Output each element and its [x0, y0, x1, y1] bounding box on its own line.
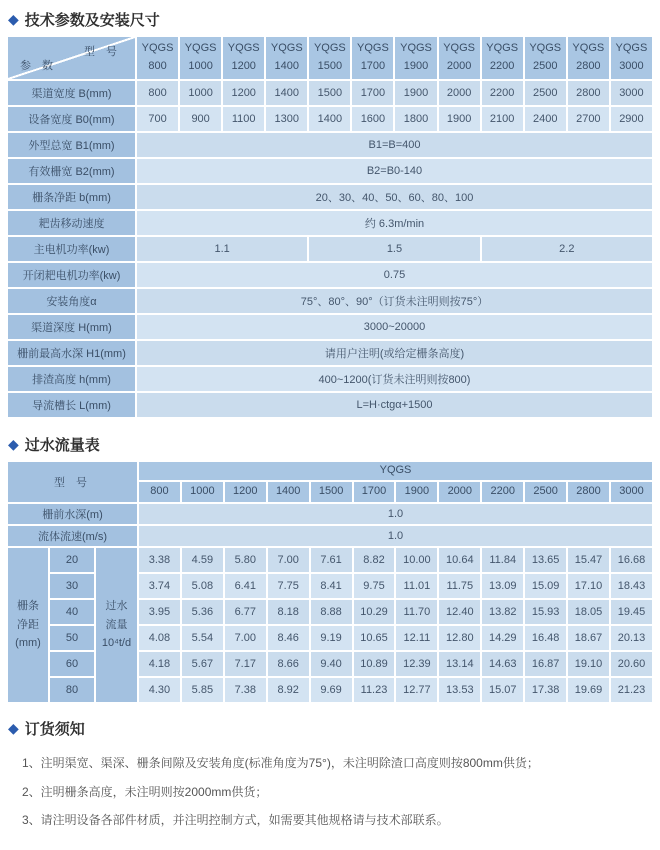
param-value-cell: 2800 [568, 81, 609, 105]
param-value-cell: 1700 [352, 81, 393, 105]
model-header-cell: YQGS 1700 [352, 37, 393, 79]
diamond-bullet-icon: ◆ [8, 11, 19, 27]
flow-value-cell: 10.29 [354, 600, 395, 624]
bar-spacing-value-cell: 80 [50, 678, 94, 702]
model-size-header-cell: 800 [139, 482, 180, 502]
flow-value-cell: 12.77 [396, 678, 437, 702]
corner-cell [8, 37, 135, 79]
param-value-cell: 800 [137, 81, 178, 105]
model-header-cell: YQGS 800 [137, 37, 178, 79]
param-span-cell: 75°、80°、90°（订货未注明则按75°） [137, 289, 652, 313]
model-header-cell: YQGS 2200 [482, 37, 523, 79]
tech-params-section-title [0, 0, 660, 35]
flow-value-cell: 21.23 [611, 678, 652, 702]
flow-value-cell: 20.13 [611, 626, 652, 650]
param-span-cell: B2=B0-140 [137, 159, 652, 183]
flow-value-cell: 8.41 [311, 574, 352, 598]
param-value-cell: 700 [137, 107, 178, 131]
flow-value-cell: 5.67 [182, 652, 223, 676]
flow-volume-unit-label: 过水 流量 10⁴t/d [96, 548, 137, 702]
param-row-label: 导流槽长 L(mm) [8, 393, 135, 417]
flow-value-cell: 9.69 [311, 678, 352, 702]
param-value-cell: 2900 [611, 107, 652, 131]
flow-value-cell: 11.23 [354, 678, 395, 702]
flow-value-cell: 12.40 [439, 600, 480, 624]
flow-value-cell: 16.87 [525, 652, 566, 676]
flow-value-cell: 7.00 [225, 626, 266, 650]
flow-value-cell: 13.82 [482, 600, 523, 624]
flow-value-cell: 10.65 [354, 626, 395, 650]
flow-value-cell: 8.66 [268, 652, 309, 676]
param-value-cell: 2.2 [482, 237, 652, 261]
model-size-header-cell: 1200 [225, 482, 266, 502]
param-span-cell: 请用户注明(或给定栅条高度) [137, 341, 652, 365]
param-value-cell: 1900 [395, 81, 436, 105]
flow-table-title-text: 过水流量表 [24, 437, 100, 454]
param-row-label: 排渣高度 h(mm) [8, 367, 135, 391]
order-notes-title-text: 订货须知 [24, 721, 85, 738]
flow-value-cell: 15.09 [525, 574, 566, 598]
flow-value-cell: 16.68 [611, 548, 652, 572]
model-size-header-cell: 1900 [396, 482, 437, 502]
flow-value-cell: 8.82 [354, 548, 395, 572]
flow-value-cell: 4.18 [139, 652, 180, 676]
flow-value-cell: 19.45 [611, 600, 652, 624]
order-note-line: 2、注明栅条高度，未注明则按2000mm供货； [22, 784, 268, 799]
flow-value-cell: 8.46 [268, 626, 309, 650]
flow-value-cell: 5.08 [182, 574, 223, 598]
flow-value-cell: 3.38 [139, 548, 180, 572]
param-value-cell: 2500 [525, 81, 566, 105]
flow-value-cell: 4.59 [182, 548, 223, 572]
flow-value-cell: 14.63 [482, 652, 523, 676]
param-value-cell: 1100 [223, 107, 264, 131]
param-value-cell: 1300 [266, 107, 307, 131]
flow-value-cell: 12.39 [396, 652, 437, 676]
flow-value-cell: 3.95 [139, 600, 180, 624]
param-row-label: 开闭耙电机功率(kw) [8, 263, 135, 287]
param-value-cell: 3000 [611, 81, 652, 105]
flow-value-cell: 16.48 [525, 626, 566, 650]
flow-value-cell: 9.19 [311, 626, 352, 650]
param-value-cell: 2000 [439, 81, 480, 105]
param-value-cell: 1800 [395, 107, 436, 131]
bar-spacing-value-cell: 60 [50, 652, 94, 676]
param-span-cell: 0.75 [137, 263, 652, 287]
flow-value-cell: 18.05 [568, 600, 609, 624]
flow-value-cell: 18.43 [611, 574, 652, 598]
flow-value-cell: 6.41 [225, 574, 266, 598]
param-row-label: 安装角度α [8, 289, 135, 313]
param-value-cell: 2200 [482, 81, 523, 105]
flow-value-cell: 15.93 [525, 600, 566, 624]
model-header-cell: YQGS 1400 [266, 37, 307, 79]
flow-value-cell: 13.53 [439, 678, 480, 702]
param-span-cell: 约 6.3m/min [137, 211, 652, 235]
flow-value-cell: 8.18 [268, 600, 309, 624]
param-value-cell: 1.5 [309, 237, 479, 261]
model-size-header-cell: 1700 [354, 482, 395, 502]
flow-value-cell: 8.92 [268, 678, 309, 702]
flow-value-cell: 17.10 [568, 574, 609, 598]
flow-param-value: 1.0 [139, 526, 652, 546]
flow-value-cell: 7.00 [268, 548, 309, 572]
param-value-cell: 1000 [180, 81, 221, 105]
model-header-cell: YQGS 2800 [568, 37, 609, 79]
flow-value-cell: 13.65 [525, 548, 566, 572]
tech-params-title-text: 技术参数及安装尺寸 [24, 12, 160, 29]
param-row-label: 主电机功率(kw) [8, 237, 135, 261]
flow-value-cell: 6.77 [225, 600, 266, 624]
flow-table-section-title [0, 419, 660, 460]
flow-value-cell: 15.07 [482, 678, 523, 702]
model-size-header-cell: 2800 [568, 482, 609, 502]
flow-rate-table [6, 460, 654, 704]
model-header-cell: YQGS 1200 [223, 37, 264, 79]
order-notes-section-title [0, 704, 660, 744]
flow-value-cell: 11.70 [396, 600, 437, 624]
param-span-cell: 400~1200(订货未注明则按800) [137, 367, 652, 391]
flow-value-cell: 7.17 [225, 652, 266, 676]
corner-model-label: 型 号 [83, 46, 121, 58]
flow-value-cell: 9.40 [311, 652, 352, 676]
model-group-header: YQGS [139, 462, 652, 480]
param-row-label: 有效栅宽 B2(mm) [8, 159, 135, 183]
bar-spacing-value-cell: 40 [50, 600, 94, 624]
flow-value-cell: 4.08 [139, 626, 180, 650]
flow-value-cell: 4.30 [139, 678, 180, 702]
param-value-cell: 2400 [525, 107, 566, 131]
flow-param-label: 流体流速(m/s) [8, 526, 137, 546]
param-row-label: 外型总宽 B1(mm) [8, 133, 135, 157]
param-row-label: 设备宽度 B0(mm) [8, 107, 135, 131]
flow-value-cell: 15.47 [568, 548, 609, 572]
order-notes-list [22, 756, 660, 829]
flow-value-cell: 7.61 [311, 548, 352, 572]
tech-params-table [6, 35, 654, 419]
param-value-cell: 1900 [439, 107, 480, 131]
flow-value-cell: 11.01 [396, 574, 437, 598]
flow-value-cell: 9.75 [354, 574, 395, 598]
param-span-cell: B1=B=400 [137, 133, 652, 157]
flow-param-value: 1.0 [139, 504, 652, 524]
param-value-cell: 1200 [223, 81, 264, 105]
param-span-cell: 3000~20000 [137, 315, 652, 339]
flow-value-cell: 3.74 [139, 574, 180, 598]
param-value-cell: 1400 [309, 107, 350, 131]
bar-spacing-value-cell: 50 [50, 626, 94, 650]
param-value-cell: 2100 [482, 107, 523, 131]
param-row-label: 栅条净距 b(mm) [8, 185, 135, 209]
param-row-label: 耙齿移动速度 [8, 211, 135, 235]
model-header-cell: YQGS 2000 [439, 37, 480, 79]
param-row-label: 栅前最高水深 H1(mm) [8, 341, 135, 365]
flow-value-cell: 5.80 [225, 548, 266, 572]
flow-value-cell: 5.36 [182, 600, 223, 624]
order-note-line: 3、请注明设备各部件材质，并注明控制方式，如需要其他规格请与技术部联系。 [22, 813, 449, 828]
model-header-cell: YQGS 1000 [180, 37, 221, 79]
model-size-header-cell: 2200 [482, 482, 523, 502]
flow-value-cell: 11.75 [439, 574, 480, 598]
flow-value-cell: 11.84 [482, 548, 523, 572]
model-header-cell: YQGS 1500 [309, 37, 350, 79]
diamond-bullet-icon: ◆ [8, 436, 19, 452]
param-value-cell: 1600 [352, 107, 393, 131]
flow-corner-cell: 型 号 [8, 462, 137, 502]
bar-spacing-value-cell: 20 [50, 548, 94, 572]
diamond-bullet-icon: ◆ [8, 720, 19, 736]
model-header-cell: YQGS 2500 [525, 37, 566, 79]
param-value-cell: 1500 [309, 81, 350, 105]
flow-value-cell: 13.14 [439, 652, 480, 676]
flow-param-label: 栅前水深(m) [8, 504, 137, 524]
bar-spacing-value-cell: 30 [50, 574, 94, 598]
flow-value-cell: 14.29 [482, 626, 523, 650]
bar-spacing-group-label: 栅条 净距 (mm) [8, 548, 48, 702]
param-value-cell: 1400 [266, 81, 307, 105]
flow-value-cell: 10.64 [439, 548, 480, 572]
flow-value-cell: 5.54 [182, 626, 223, 650]
param-span-cell: L=H·ctgα+1500 [137, 393, 652, 417]
flow-value-cell: 17.38 [525, 678, 566, 702]
flow-value-cell: 18.67 [568, 626, 609, 650]
model-header-cell: YQGS 1900 [395, 37, 436, 79]
flow-value-cell: 19.69 [568, 678, 609, 702]
corner-param-label: 参 数 [20, 60, 58, 72]
flow-value-cell: 12.11 [396, 626, 437, 650]
flow-value-cell: 12.80 [439, 626, 480, 650]
flow-value-cell: 7.38 [225, 678, 266, 702]
flow-value-cell: 8.88 [311, 600, 352, 624]
model-size-header-cell: 1000 [182, 482, 223, 502]
model-header-cell: YQGS 3000 [611, 37, 652, 79]
param-value-cell: 2700 [568, 107, 609, 131]
param-value-cell: 900 [180, 107, 221, 131]
param-row-label: 渠道宽度 B(mm) [8, 81, 135, 105]
flow-value-cell: 13.09 [482, 574, 523, 598]
model-size-header-cell: 2500 [525, 482, 566, 502]
model-size-header-cell: 3000 [611, 482, 652, 502]
flow-value-cell: 19.10 [568, 652, 609, 676]
flow-value-cell: 7.75 [268, 574, 309, 598]
model-size-header-cell: 2000 [439, 482, 480, 502]
order-note-line: 1、注明渠宽、渠深、栅条间隙及安装角度(标准角度为75°)，未注明除渣口高度则按800mm供货； [22, 756, 539, 770]
flow-value-cell: 5.85 [182, 678, 223, 702]
flow-value-cell: 10.00 [396, 548, 437, 572]
flow-value-cell: 10.89 [354, 652, 395, 676]
param-value-cell: 1.1 [137, 237, 307, 261]
param-span-cell: 20、30、40、50、60、80、100 [137, 185, 652, 209]
flow-value-cell: 20.60 [611, 652, 652, 676]
model-size-header-cell: 1500 [311, 482, 352, 502]
model-size-header-cell: 1400 [268, 482, 309, 502]
param-row-label: 渠道深度 H(mm) [8, 315, 135, 339]
